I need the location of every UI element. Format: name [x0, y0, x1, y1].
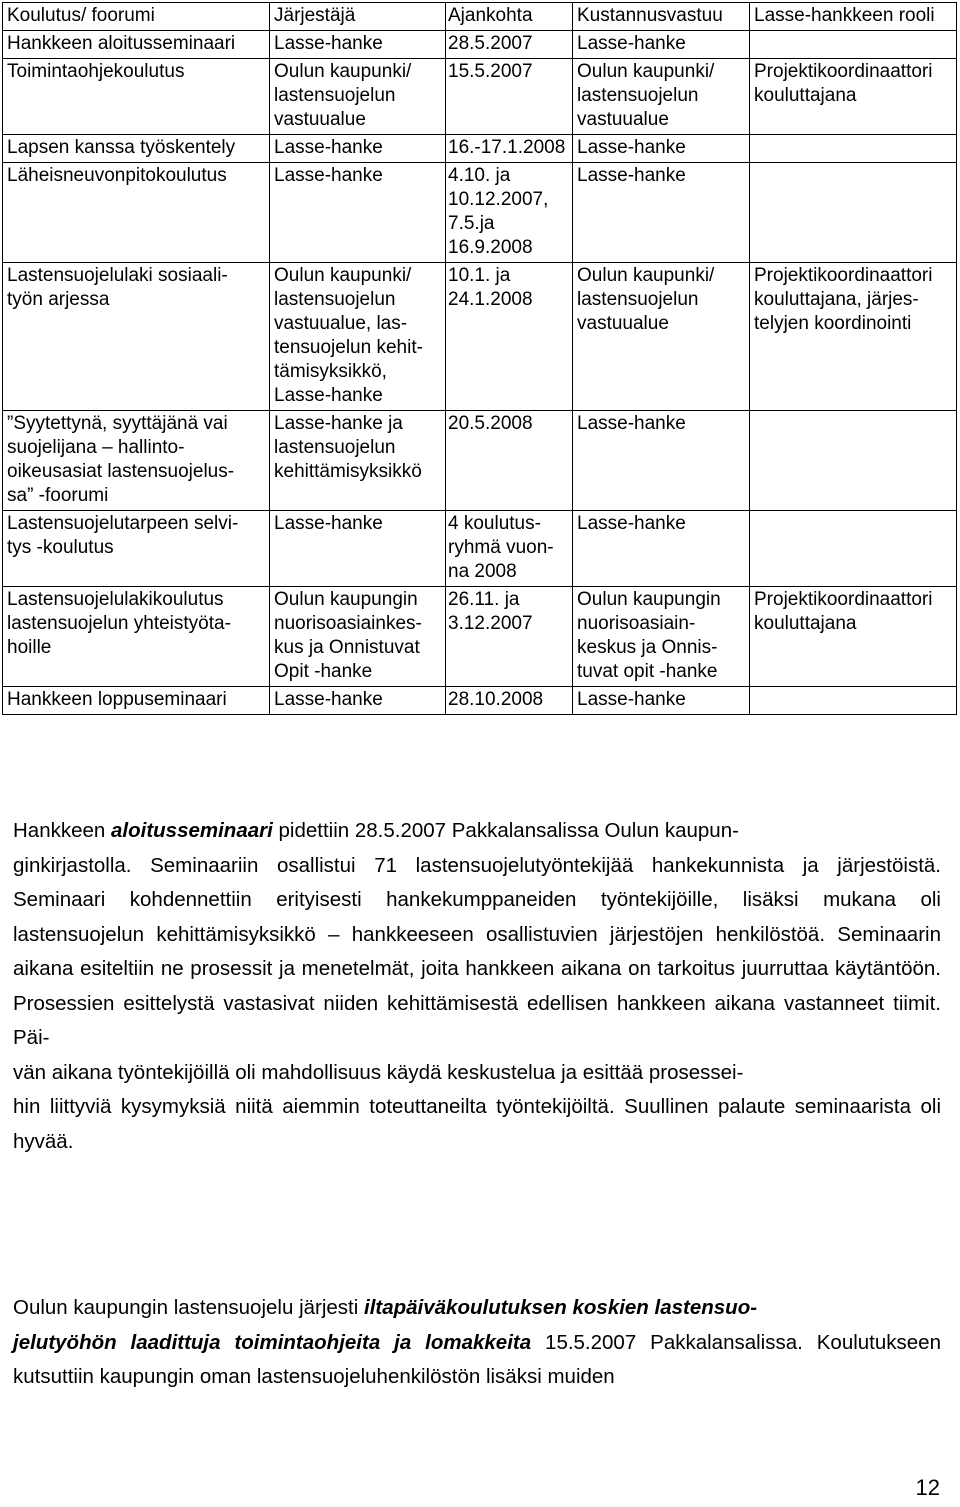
paragraph-iltapaivakoulutus: [13, 1291, 941, 1395]
cell-koulutus: Lastensuojelulakikoulutus lastensuojelun yhteistyöta- hoille: [3, 587, 270, 687]
cell-rooli: [750, 31, 957, 59]
table-row: [3, 163, 957, 263]
header-cell-kustannusvastuu: Kustannusvastuu: [573, 3, 750, 31]
cell-ajankohta: 4 koulutus- ryhmä vuon- na 2008: [446, 511, 573, 587]
table-row: [3, 263, 957, 411]
cell-rooli: [750, 687, 957, 715]
paragraph-text: Hankkeen: [13, 819, 112, 842]
cell-koulutus: Läheisneuvonpitokoulutus: [3, 163, 270, 263]
cell-kustannusvastuu: Lasse-hanke: [573, 411, 750, 511]
table-row: [3, 135, 957, 163]
cell-rooli: Projektikoordinaattori kouluttajana: [750, 59, 957, 135]
table-row: [3, 587, 957, 687]
cell-kustannusvastuu: Lasse-hanke: [573, 135, 750, 163]
cell-rooli: Projektikoordinaattori kouluttajana, järjes- telyjen koordinointi: [750, 263, 957, 411]
cell-jarjestaja: Lasse-hanke: [270, 135, 446, 163]
cell-jarjestaja: Lasse-hanke: [270, 31, 446, 59]
cell-kustannusvastuu: Oulun kaupunki/ lastensuojelun vastuualue: [573, 59, 750, 135]
cell-koulutus: Lastensuojelulaki sosiaali- työn arjessa: [3, 263, 270, 411]
header-cell-ajankohta: Ajankohta: [446, 3, 573, 31]
cell-jarjestaja: Oulun kaupunki/ lastensuojelun vastuualue, las- tensuojelun kehit- tämisyksikkö, Lasse-hanke: [270, 263, 446, 411]
emphasized-term: aloitusseminaari: [111, 819, 273, 842]
training-table-body: [3, 3, 957, 715]
cell-jarjestaja: Lasse-hanke: [270, 511, 446, 587]
header-cell-jarjestaja: Järjestäjä: [270, 3, 446, 31]
cell-koulutus: Toimintaohjekoulutus: [3, 59, 270, 135]
cell-kustannusvastuu: Oulun kaupungin nuorisoasiain- keskus ja Onnis- tuvat opit -hanke: [573, 587, 750, 687]
table-header-row: [3, 3, 957, 31]
cell-rooli: [750, 163, 957, 263]
cell-koulutus: Hankkeen loppuseminaari: [3, 687, 270, 715]
paragraph-text: pidettiin 28.5.2007 Pakkalansalissa Oulun kaupun- ginkirjastolla. Seminaariin osallistui 71 lastensuojelutyöntekijää hankekunnista ja järjestöistä. Seminaari kohdennettiin erityisesti hankekumppaneiden työntekijöille, lisäksi mukana oli lastensuojelun kehittämisyksikkö – hankkeeseen osallistuvien järjestöjen henkilöstöä. Seminaarin aikana esiteltiin ne prosessit ja menetelmät, joita hankkeen aikana on tarkoitus juurruttaa käytäntöön. Prosessien esittelystä vastasivat niiden kehittämisestä edellisen hankkeen aikana vastanneet tiimit. Päi- vän aikana työntekijöillä oli mahdollisuus käydä keskustelua ja esittää prosessei- hin liittyviä kysymyksiä niitä aiemmin toteuttaneilta työntekijöiltä. Suullinen palaute seminaarista oli hyvää.: [13, 819, 941, 1153]
cell-kustannusvastuu: Lasse-hanke: [573, 163, 750, 263]
cell-jarjestaja: Lasse-hanke: [270, 687, 446, 715]
table-row: [3, 687, 957, 715]
cell-rooli: [750, 135, 957, 163]
cell-koulutus: Hankkeen aloitusseminaari: [3, 31, 270, 59]
cell-jarjestaja: Lasse-hanke ja lastensuojelun kehittämisyksikkö: [270, 411, 446, 511]
cell-kustannusvastuu: Oulun kaupunki/ lastensuojelun vastuualue: [573, 263, 750, 411]
cell-koulutus: Lapsen kanssa työskentely: [3, 135, 270, 163]
paragraph-text: Oulun kaupungin lastensuojelu järjesti: [13, 1296, 365, 1319]
header-cell-koulutus: Koulutus/ foorumi: [3, 3, 270, 31]
cell-ajankohta: 4.10. ja 10.12.2007, 7.5.ja 16.9.2008: [446, 163, 573, 263]
cell-rooli: [750, 511, 957, 587]
training-table: [2, 2, 957, 715]
table-row: [3, 411, 957, 511]
cell-jarjestaja: Oulun kaupungin nuorisoasiainkes- kus ja Onnistuvat Opit -hanke: [270, 587, 446, 687]
cell-kustannusvastuu: Lasse-hanke: [573, 511, 750, 587]
table-row: [3, 59, 957, 135]
cell-ajankohta: 10.1. ja 24.1.2008: [446, 263, 573, 411]
cell-ajankohta: 28.5.2007: [446, 31, 573, 59]
emphasized-term: iltapäiväkoulutuksen koskien lastensuo- jelutyöhön laadittuja toimintaohjeita ja lomakkeita: [13, 1296, 758, 1354]
cell-koulutus: ”Syytettynä, syyttäjänä vai suojelijana – hallinto- oikeusasiat lastensuojelus- sa” -foorumi: [3, 411, 270, 511]
paragraph-aloitusseminaari: [13, 814, 941, 1159]
paragraph-text: 15.5.2007 Pakkalansalissa. Koulutukseen kutsuttiin kaupungin oman lastensuojeluhenkilöstön lisäksi muiden: [13, 1330, 941, 1388]
cell-rooli: Projektikoordinaattori kouluttajana: [750, 587, 957, 687]
cell-ajankohta: 16.-17.1.2008: [446, 135, 573, 163]
cell-ajankohta: 26.11. ja 3.12.2007: [446, 587, 573, 687]
cell-ajankohta: 15.5.2007: [446, 59, 573, 135]
cell-jarjestaja: Oulun kaupunki/ lastensuojelun vastuualue: [270, 59, 446, 135]
cell-rooli: [750, 411, 957, 511]
table-row: [3, 511, 957, 587]
cell-ajankohta: 20.5.2008: [446, 411, 573, 511]
table-row: [3, 31, 957, 59]
cell-kustannusvastuu: Lasse-hanke: [573, 31, 750, 59]
header-cell-rooli: Lasse-hankkeen rooli: [750, 3, 957, 31]
cell-jarjestaja: Lasse-hanke: [270, 163, 446, 263]
page-number: 12: [915, 1475, 940, 1500]
cell-koulutus: Lastensuojelutarpeen selvi- tys -koulutus: [3, 511, 270, 587]
cell-ajankohta: 28.10.2008: [446, 687, 573, 715]
cell-kustannusvastuu: Lasse-hanke: [573, 687, 750, 715]
